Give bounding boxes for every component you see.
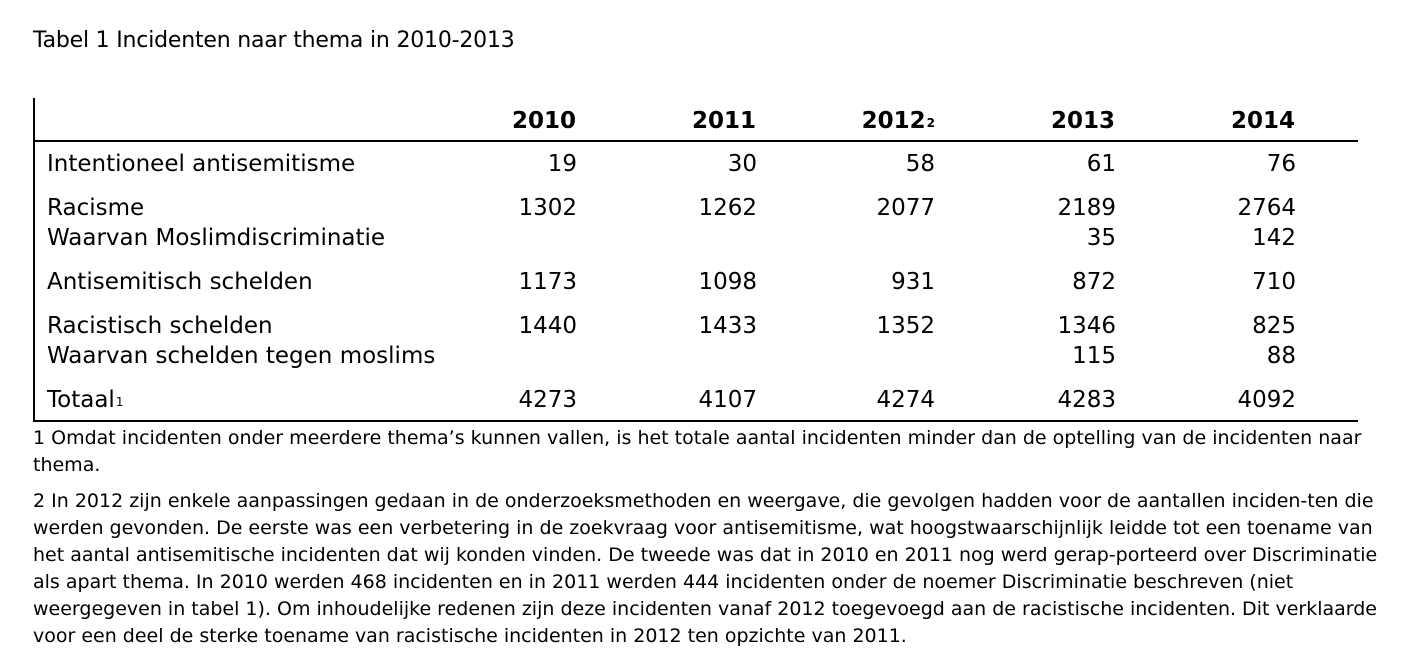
row-label: Antisemitisch schelden xyxy=(47,269,313,295)
column-header-2012: 2012$^2$ xyxy=(861,108,935,134)
table-cell: 1440 xyxy=(518,313,577,339)
table-cell: 35 xyxy=(1086,225,1116,251)
table-row-total xyxy=(35,385,1358,415)
table-cell: 1098 xyxy=(698,269,757,295)
table-cell: 710 xyxy=(1252,269,1296,295)
table-cell: 115 xyxy=(1072,343,1116,369)
table-cell: 1173 xyxy=(518,269,577,295)
table-cell: 931 xyxy=(891,269,935,295)
table-row xyxy=(35,149,1358,179)
table-cell: 4283 xyxy=(1057,387,1116,413)
table-cell: 19 xyxy=(547,151,577,177)
table-cell: 872 xyxy=(1072,269,1116,295)
table-row xyxy=(35,223,1358,253)
table-cell: 4107 xyxy=(698,387,757,413)
table-cell: 4092 xyxy=(1237,387,1296,413)
table-cell: 142 xyxy=(1252,225,1296,251)
table-cell: 2764 xyxy=(1237,195,1296,221)
column-header-2014: 2014 xyxy=(1230,108,1295,134)
column-header-2010: 2010 xyxy=(511,108,576,134)
table-row xyxy=(35,193,1358,223)
table-row xyxy=(35,341,1358,371)
table-row xyxy=(35,311,1358,341)
table-cell: 2077 xyxy=(876,195,935,221)
row-label: Totaal$^1$ xyxy=(47,387,124,413)
table-cell: 58 xyxy=(905,151,935,177)
table-row xyxy=(35,267,1358,297)
row-label: Waarvan schelden tegen moslims xyxy=(47,343,436,369)
column-header-2013: 2013 xyxy=(1050,108,1115,134)
table-cell: 1352 xyxy=(876,313,935,339)
row-label: Racistisch schelden xyxy=(47,313,273,339)
table-cell: 2189 xyxy=(1057,195,1116,221)
table-cell: 76 xyxy=(1266,151,1296,177)
row-label: Waarvan Moslimdiscriminatie xyxy=(47,225,386,251)
footnote-2: 2 In 2012 zijn enkele aanpassingen gedaan in de onderzoeksmethoden en weergave, die gevolgen hadden voor de aantallen inciden-ten die werden gevonden. De eerste was een verbetering in de zoekvraag voor antisemitisme, wat hoogstwaarschijnlijk leidde tot een toename van het aantal antisemitische incidenten dat wij konden vinden. De tweede was dat in 2010 en 2011 nog werd gerap-porteerd over Discriminatie als apart thema. In 2010 werden 468 incidenten en in 2011 werden 444 incidenten onder de noemer Discriminatie beschreven (niet weergegeven in tabel 1). Om inhoudelijke redenen zijn deze incidenten vanaf 2012 toegevoegd aan de racistische incidenten. Dit verklaarde voor een deel de sterke toename van racistische incidenten in 2012 ten opzichte van 2011. xyxy=(33,490,1378,647)
incidents-table xyxy=(33,98,1358,422)
table-cell: 61 xyxy=(1086,151,1116,177)
row-label: Intentioneel antisemitisme xyxy=(47,151,356,177)
column-header-2011: 2011 xyxy=(691,108,756,134)
table-cell: 1262 xyxy=(698,195,757,221)
table-header-row xyxy=(35,106,1358,136)
table-cell: 1346 xyxy=(1057,313,1116,339)
header-divider xyxy=(35,140,1358,142)
table-cell: 825 xyxy=(1252,313,1296,339)
table-cell: 30 xyxy=(727,151,757,177)
table-cell: 1433 xyxy=(698,313,757,339)
footnote-1: 1 Omdat incidenten onder meerdere thema’s kunnen vallen, is het totale aantal incidenten minder dan de optelling van de incidenten naar thema. xyxy=(33,427,1362,476)
row-label: Racisme xyxy=(47,195,145,221)
table-cell: 1302 xyxy=(518,195,577,221)
table-cell: 88 xyxy=(1266,343,1296,369)
table-cell: 4273 xyxy=(518,387,577,413)
table-title: Tabel 1 Incidenten naar thema in 2010-2013 xyxy=(33,28,515,53)
table-cell: 4274 xyxy=(876,387,935,413)
